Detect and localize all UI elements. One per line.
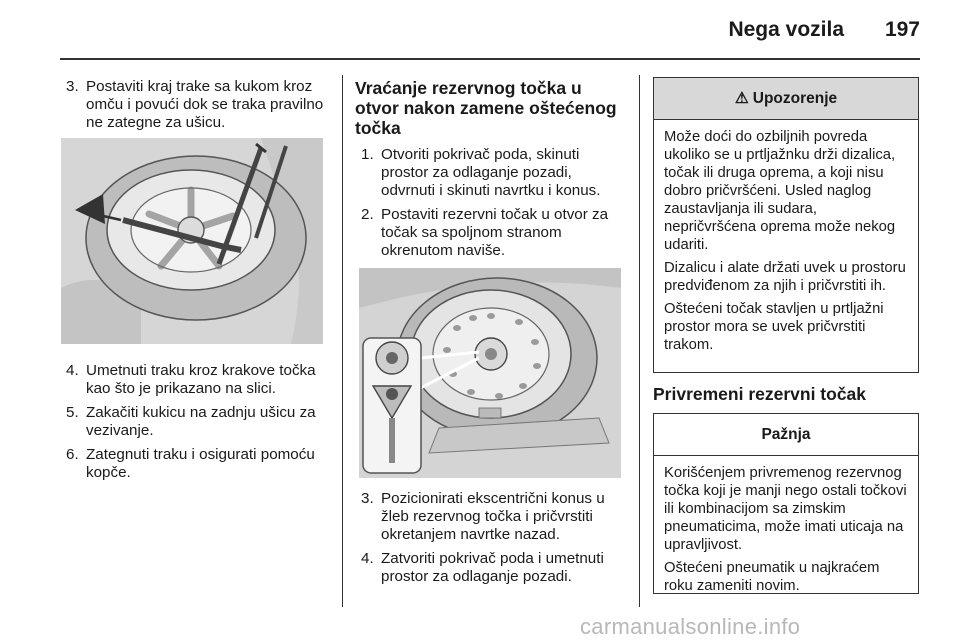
caution-title: Pažnja [761,425,811,443]
column-2 [355,78,627,266]
spare-wheel-heading: Privremeni rezervni točak [653,384,867,404]
strap-wheel-illustration [61,138,323,344]
caution-box [653,413,919,594]
step-item: 4. Umetnuti traku kroz krakove točka kao što je prikazano na slici. [66,362,316,397]
caution-header [654,414,918,456]
warning-icon: ⚠ [734,90,749,107]
warning-body [654,120,918,365]
column-1 [60,78,328,138]
caution-paragraph: Oštećeni pneumatik u najkraćem roku zameniti novim. [664,560,880,594]
column-divider [342,75,343,607]
spare-wheel-well-illustration [359,268,621,478]
caution-paragraph: Korišćenjem privremenog rezervnog točka koji je manji nego ostali točkovi ili kombinacijom sa zimskim pneumaticima, može imati uticaja na upravljivost. [664,465,907,553]
page-number: 197 [884,18,920,41]
section-title: Nega vozila [728,18,844,41]
section-heading: Vraćanje rezervnog točka u otvor nakon zamene oštećenog točka [355,78,617,138]
step-item: 1. Otvoriti pokrivač poda, skinuti prostor za odlaganje pozadi, odvrnuti i skinuti navrtku i konus. [361,146,601,199]
step-item: 2. Postaviti rezervni točak u otvor za točak sa spoljnom stranom okrenutom naviše. [361,206,609,259]
column-2-steps [355,490,627,592]
step-item: 3. Pozicionirati ekscentrični konus u žleb rezervnog točka i pričvrstiti okretanjem navrtke nazad. [361,490,605,543]
column-divider [639,75,640,607]
warning-paragraph: Oštećeni točak stavljen u prtljažni prostor mora se uvek pričvrstiti trakom. [664,301,884,353]
warning-paragraph: Dizalicu i alate držati uvek u prostoru predviđenom za njih i pričvrstiti ih. [664,260,906,294]
step-item: 4. Zatvoriti pokrivač poda i umetnuti prostor za odlaganje pozadi. [361,550,604,585]
column-1-steps [60,362,328,488]
step-item: 3. Postaviti kraj trake sa kukom kroz omču i povući dok se traka pravilno ne zategne za ušicu. [66,78,324,131]
step-item: 5. Zakačiti kukicu na zadnju ušicu za vezivanje. [66,404,316,439]
warning-title: Upozorenje [752,89,838,107]
caution-body [654,456,918,606]
warning-paragraph: Može doći do ozbiljnih povreda ukoliko se u prtljažnku drži dizalica, točak ili druga oprema, a koji nisu dobro pričvršćeni. Usled naglog zaustavljanja ili sudara, nepričvršćena oprema može nekog udariti. [664,129,896,253]
warning-box [653,77,919,373]
watermark: carmanualsonline.info [580,614,801,639]
page-header [60,14,920,60]
warning-header [654,78,918,120]
step-item: 6. Zategnuti traku i osigurati pomoću kopče. [66,446,315,481]
